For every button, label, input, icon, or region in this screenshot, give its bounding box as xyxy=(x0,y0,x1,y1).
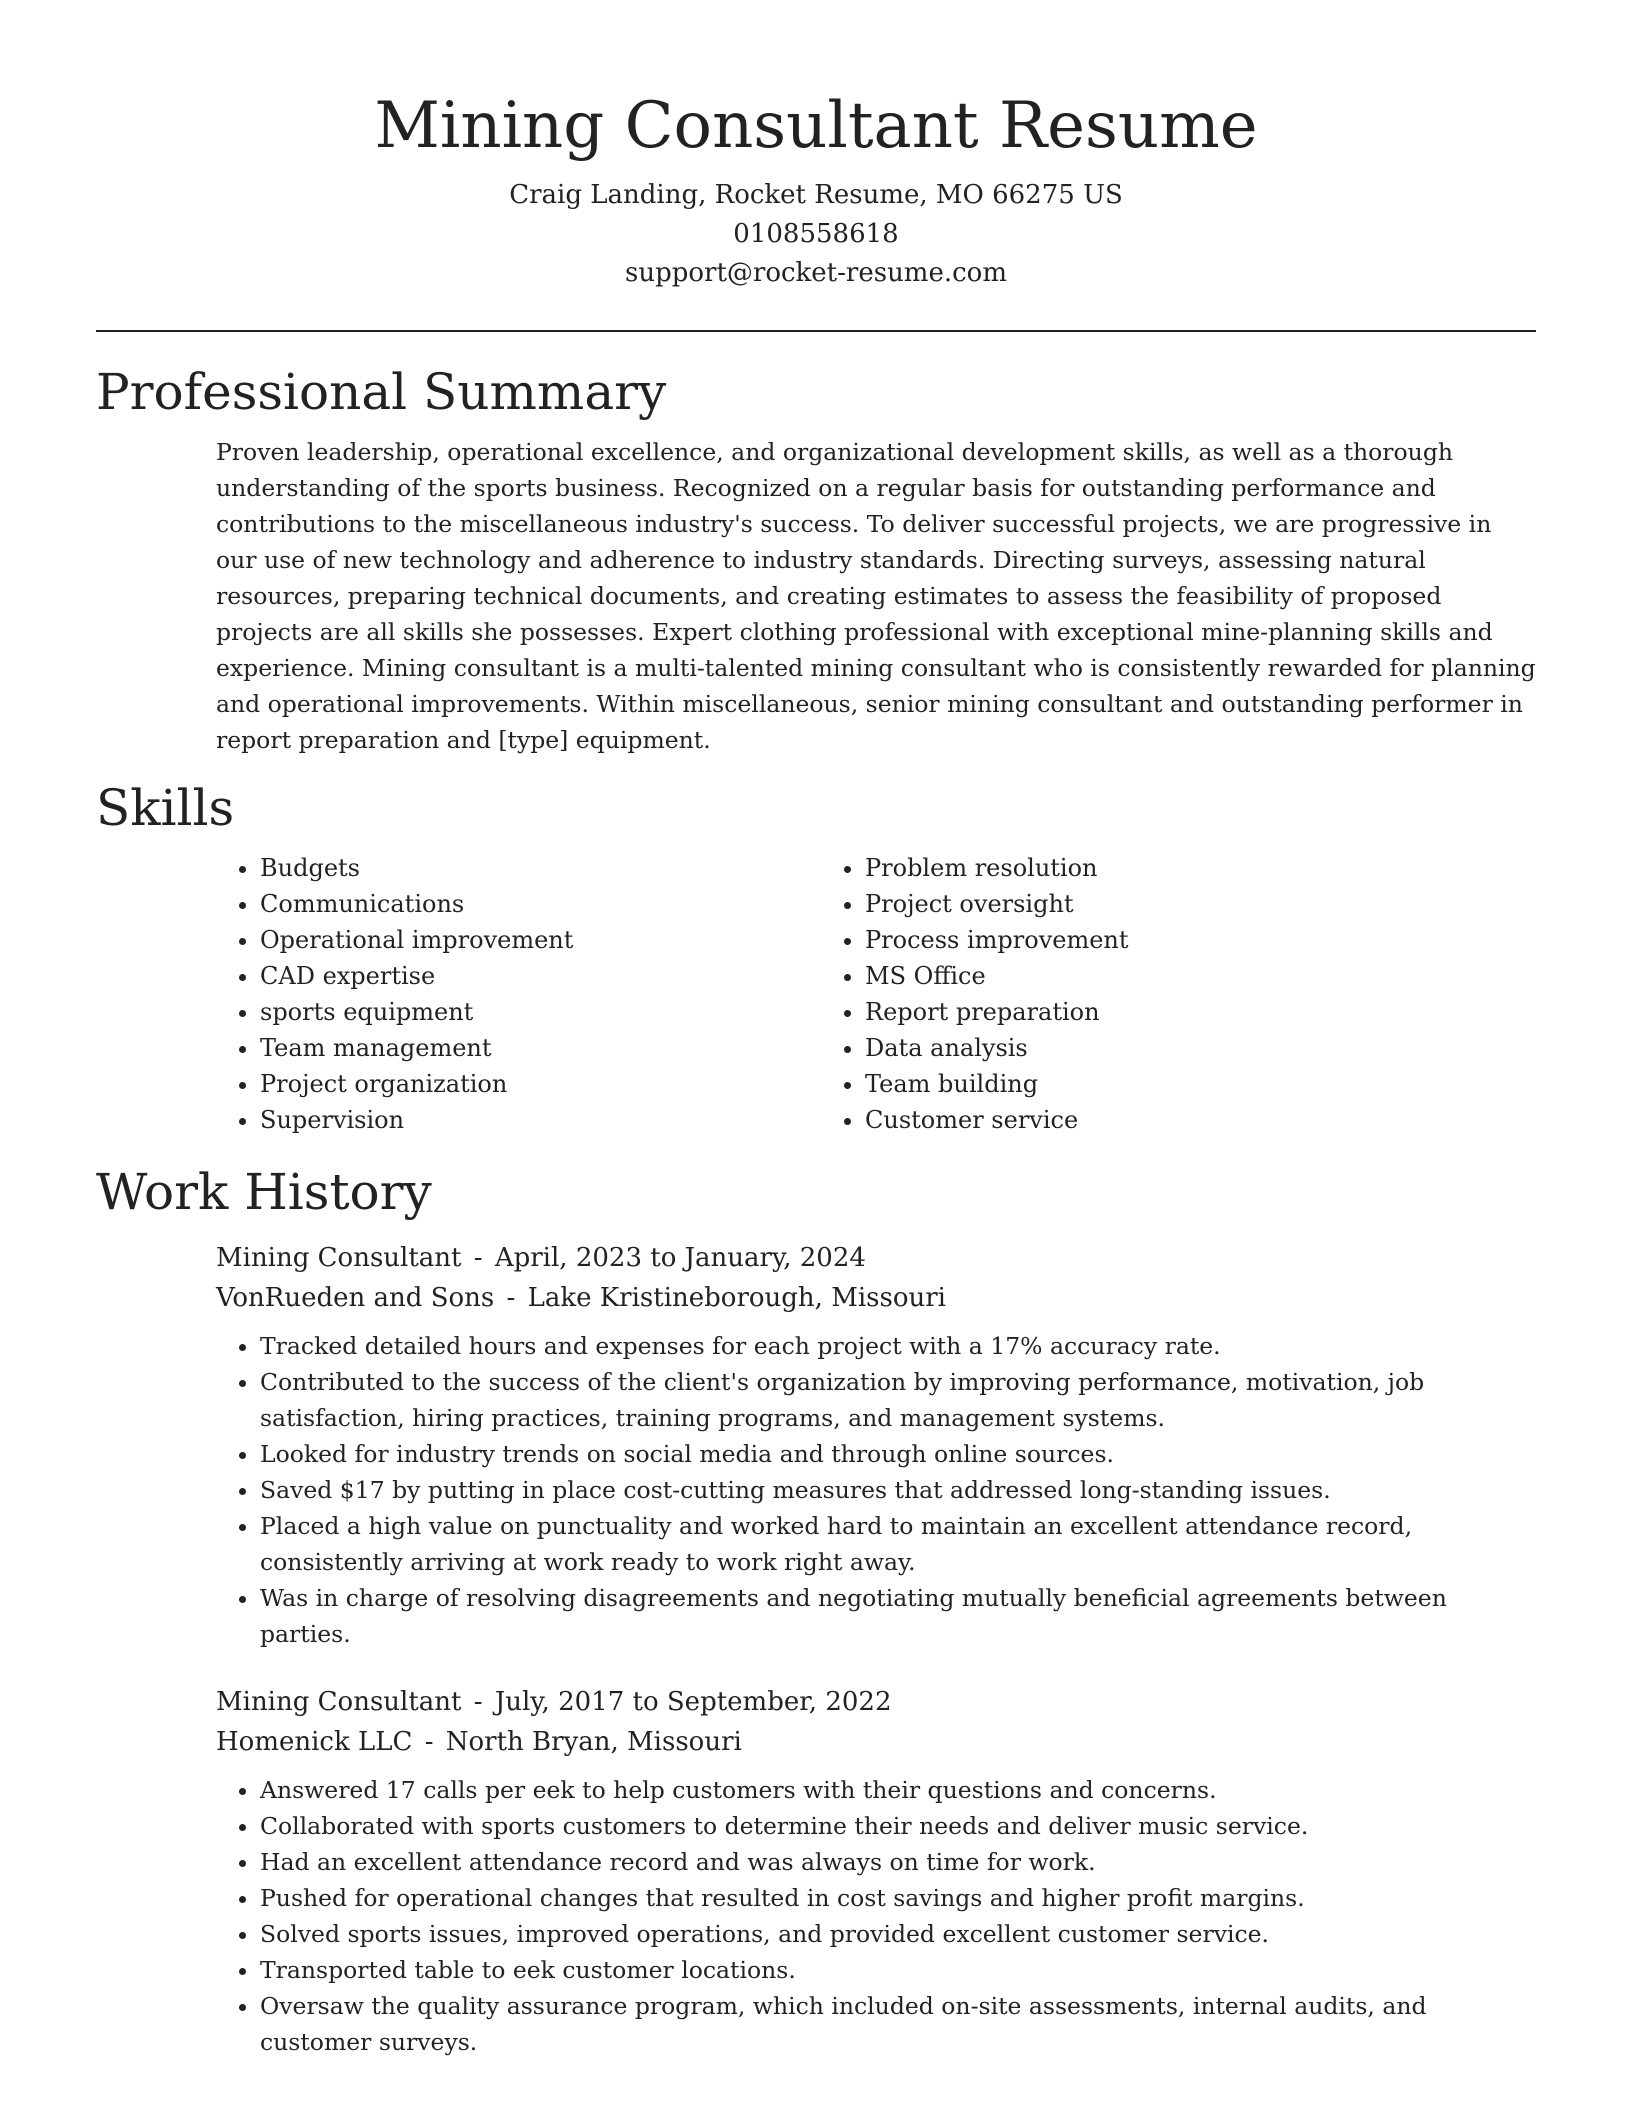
job-title-line xyxy=(216,1238,1536,1278)
skill-item: • Communications xyxy=(260,886,821,922)
job-bullet: • Saved $17 by putting in place cost-cutting measures that addressed long-standing issues. xyxy=(260,1472,1536,1508)
skill-item: • Budgets xyxy=(260,850,821,886)
job-location: North Bryan, Missouri xyxy=(445,1727,742,1757)
skill-item: • Team building xyxy=(865,1066,1426,1102)
job-bullet: • Pushed for operational changes that resulted in cost savings and higher profit margins. xyxy=(260,1880,1536,1916)
job-bullet: • Had an excellent attendance record and was always on time for work. xyxy=(260,1844,1536,1880)
job-entry xyxy=(216,1238,1536,1652)
skills-column-right xyxy=(821,850,1426,1138)
job-company-separator: - xyxy=(498,1283,524,1313)
contact-address: Craig Landing, Rocket Resume, MO 66275 US xyxy=(509,180,1123,210)
skill-item: • Customer service xyxy=(865,1102,1426,1138)
job-bullets xyxy=(216,1772,1536,2060)
job-company: Homenick LLC xyxy=(216,1727,413,1757)
job-bullet: • Transported table to eek customer locations. xyxy=(260,1952,1536,1988)
job-title: Mining Consultant xyxy=(216,1687,462,1717)
job-bullets xyxy=(216,1328,1536,1652)
summary-heading: Professional Summary xyxy=(96,363,667,421)
skill-item: • Data analysis xyxy=(865,1030,1426,1066)
skill-item: • Team management xyxy=(260,1030,821,1066)
job-bullet: • Looked for industry trends on social media and through online sources. xyxy=(260,1436,1536,1472)
contact-block xyxy=(96,176,1536,293)
contact-email: support@rocket-resume.com xyxy=(624,258,1007,288)
job-dates: April, 2023 to January, 2024 xyxy=(494,1243,866,1273)
resume-header xyxy=(96,0,1536,293)
job-title: Mining Consultant xyxy=(216,1243,462,1273)
resume-title: Mining Consultant Resume xyxy=(374,89,1258,163)
skill-item: • Report preparation xyxy=(865,994,1426,1030)
skill-item: • CAD expertise xyxy=(260,958,821,994)
job-bullet: • Placed a high value on punctuality and worked hard to maintain an excellent attendance record, consistently arriving at work ready to work right away. xyxy=(260,1508,1536,1580)
job-bullet: • Answered 17 calls per eek to help customers with their questions and concerns. xyxy=(260,1772,1536,1808)
header-divider xyxy=(96,330,1536,332)
job-company: VonRueden and Sons xyxy=(216,1283,495,1313)
job-entry xyxy=(216,1682,1536,2060)
job-bullet: • Oversaw the quality assurance program, which included on-site assessments, internal audits, and customer surveys. xyxy=(260,1988,1536,2060)
work-history-heading: Work History xyxy=(96,1163,432,1221)
job-company-line xyxy=(216,1278,1536,1318)
skill-item: • Operational improvement xyxy=(260,922,821,958)
skill-item: • Process improvement xyxy=(865,922,1426,958)
job-bullet: • Contributed to the success of the client's organization by improving performance, motivation, job satisfaction, hiring practices, training programs, and management systems. xyxy=(260,1364,1536,1436)
summary-text: Proven leadership, operational excellence, and organizational development skills, as well as a thorough understanding of the sports business. Recognized on a regular basis for outstanding performance and contributions to the miscellaneous industry's success. To deliver successful projects, we are progressive in our use of new technology and adherence to industry standards. Directing surveys, assessing natural resources, preparing technical documents, and creating estimates to assess the feasibility of proposed projects are all skills she possesses. Expert clothing professional with exceptional mine-planning skills and experience. Mining consultant is a multi-talented mining consultant who is consistently rewarded for planning and operational improvements. Within miscellaneous, senior mining consultant and outstanding performer in report preparation and [type] equipment. xyxy=(216,438,1536,754)
job-title-separator: - xyxy=(465,1687,491,1717)
resume-page xyxy=(96,0,1536,2060)
job-title-separator: - xyxy=(465,1243,491,1273)
job-company-line xyxy=(216,1722,1536,1762)
skill-item: • sports equipment xyxy=(260,994,821,1030)
skill-item: • Problem resolution xyxy=(865,850,1426,886)
skill-item: • Project organization xyxy=(260,1066,821,1102)
contact-phone: 0108558618 xyxy=(733,219,899,249)
skills-column-left xyxy=(216,850,821,1138)
job-bullet: • Solved sports issues, improved operations, and provided excellent customer service. xyxy=(260,1916,1536,1952)
skill-item: • Project oversight xyxy=(865,886,1426,922)
job-company-separator: - xyxy=(416,1727,442,1757)
skills-heading: Skills xyxy=(96,779,235,837)
job-bullet: • Collaborated with sports customers to determine their needs and deliver music service. xyxy=(260,1808,1536,1844)
job-bullet: • Was in charge of resolving disagreements and negotiating mutually beneficial agreements between parties. xyxy=(260,1580,1536,1652)
job-location: Lake Kristineborough, Missouri xyxy=(527,1283,946,1313)
skill-item: • Supervision xyxy=(260,1102,821,1138)
job-bullet: • Tracked detailed hours and expenses for each project with a 17% accuracy rate. xyxy=(260,1328,1536,1364)
job-title-line xyxy=(216,1682,1536,1722)
skill-item: • MS Office xyxy=(865,958,1426,994)
job-dates: July, 2017 to September, 2022 xyxy=(494,1687,892,1717)
skills-list xyxy=(216,850,1536,1138)
